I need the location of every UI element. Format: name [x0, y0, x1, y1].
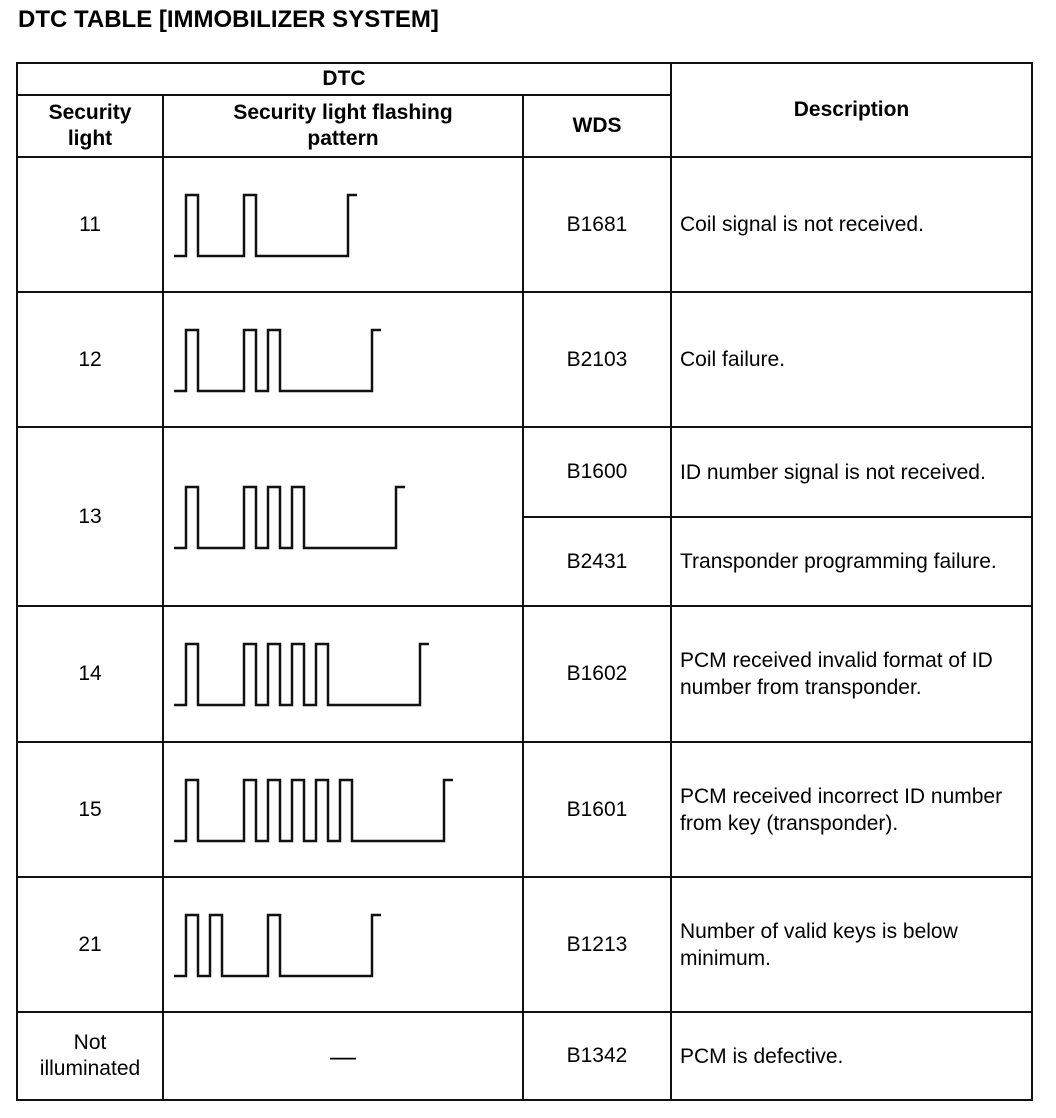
wds-cell: B1602: [523, 606, 671, 742]
description-cell: ID number signal is not received.: [671, 427, 1032, 517]
code-cell: 12: [17, 292, 163, 427]
wds-cell: B1601: [523, 742, 671, 877]
dtc-header: DTC: [17, 63, 671, 95]
wds-header: WDS: [523, 95, 671, 157]
pattern-graphic: [164, 159, 522, 290]
pattern-graphic: [164, 429, 522, 604]
security-light-header: Security light: [17, 95, 163, 157]
description-cell: Number of valid keys is below minimum.: [671, 877, 1032, 1012]
page-title: DTC TABLE [IMMOBILIZER SYSTEM]: [18, 6, 439, 33]
wds-cell: B1681: [523, 157, 671, 292]
description-cell: PCM received incorrect ID number from key (transponder).: [671, 742, 1032, 877]
wds-cell: B1342: [523, 1012, 671, 1100]
table-row: [17, 1012, 1032, 1100]
table-row: [17, 742, 1032, 877]
wds-cell: B1213: [523, 877, 671, 1012]
pattern-graphic: [164, 744, 522, 875]
flashing-pattern: [163, 606, 523, 742]
code-cell: 14: [17, 606, 163, 742]
pattern-graphic: [164, 608, 522, 740]
waveform-line: [174, 644, 429, 705]
flashing-pattern: [163, 157, 523, 292]
pattern-graphic: [164, 294, 522, 425]
code-cell: 15: [17, 742, 163, 877]
waveform-line: [174, 915, 381, 976]
description-cell: Coil failure.: [671, 292, 1032, 427]
no-pattern-dash: —: [163, 1012, 523, 1100]
flashing-pattern-header: Security light flashing pattern: [163, 95, 523, 157]
code-cell: Not illuminated: [17, 1012, 163, 1100]
code-cell: 21: [17, 877, 163, 1012]
header-row: [17, 63, 1032, 95]
flashing-pattern: [163, 427, 523, 606]
table-row: [17, 427, 1032, 517]
table-row: [17, 292, 1032, 427]
dtc-table: [16, 62, 1033, 1101]
description-header: Description: [671, 63, 1032, 157]
wds-cell: B1600: [523, 427, 671, 517]
flashing-pattern: [163, 742, 523, 877]
description-cell: PCM is defective.: [671, 1012, 1032, 1100]
waveform-line: [174, 330, 381, 391]
description-cell: Coil signal is not received.: [671, 157, 1032, 292]
wds-cell: B2431: [523, 517, 671, 606]
waveform-line: [174, 195, 357, 256]
table-row: [17, 877, 1032, 1012]
flashing-pattern: [163, 292, 523, 427]
code-cell: 13: [17, 427, 163, 606]
waveform-line: [174, 487, 405, 548]
table-row: [17, 606, 1032, 742]
table-row: [17, 157, 1032, 292]
flashing-pattern: [163, 877, 523, 1012]
wds-cell: B2103: [523, 292, 671, 427]
description-cell: PCM received invalid format of ID number from transponder.: [671, 606, 1032, 742]
description-cell: Transponder programming failure.: [671, 517, 1032, 606]
pattern-graphic: [164, 879, 522, 1010]
code-cell: 11: [17, 157, 163, 292]
waveform-line: [174, 780, 453, 841]
